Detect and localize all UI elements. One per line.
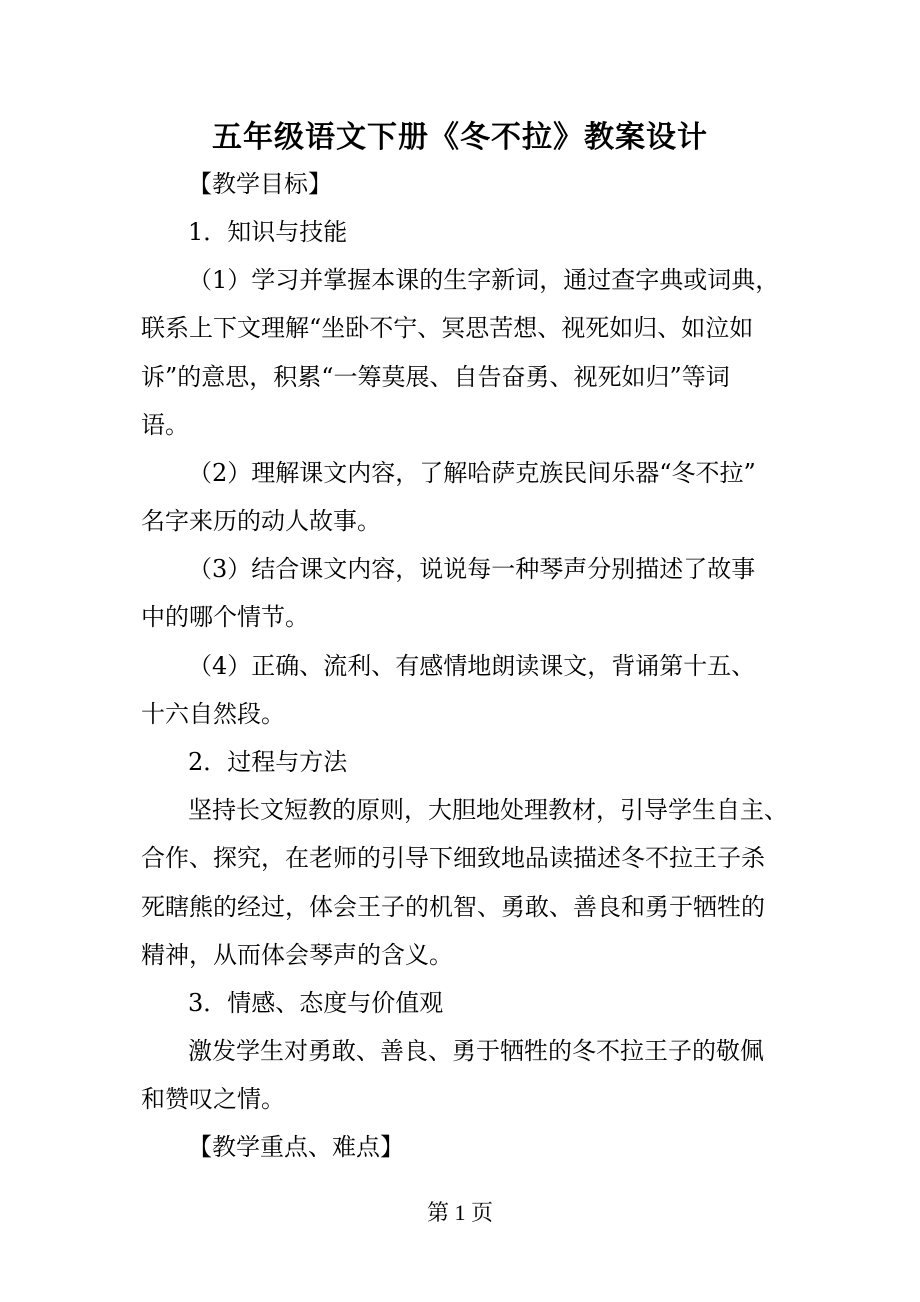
paragraph-line: （3）结合课文内容，说说每一种琴声分别描述了故事 bbox=[188, 555, 756, 583]
section-heading-key-points: 【教学重点、难点】 bbox=[188, 1133, 404, 1161]
paragraph-line: 激发学生对勇敢、善良、勇于牺牲的冬不拉王子的敬佩 bbox=[188, 1037, 764, 1065]
paragraph-line: 合作、探究，在老师的引导下细致地品读描述冬不拉王子杀 bbox=[141, 844, 765, 872]
paragraph-line: 坚持长文短教的原则，大胆地处理教材，引导学生自主、 bbox=[188, 796, 788, 824]
document-title: 五年级语文下册《冬不拉》教案设计 bbox=[212, 120, 708, 155]
paragraph-line: （2）理解课文内容，了解哈萨克族民间乐器“冬不拉” bbox=[188, 459, 756, 487]
section-heading-objectives: 【教学目标】 bbox=[188, 170, 332, 198]
subheading-knowledge-skills: 1．知识与技能 bbox=[188, 218, 348, 246]
paragraph-line: （4）正确、流利、有感情地朗读课文，背诵第十五、 bbox=[188, 652, 756, 680]
paragraph-line: 中的哪个情节。 bbox=[141, 603, 309, 631]
subheading-process-methods: 2．过程与方法 bbox=[188, 748, 348, 776]
paragraph-line: （1）学习并掌握本课的生字新词，通过查字典或词典， bbox=[188, 266, 780, 294]
paragraph-line: 和赞叹之情。 bbox=[141, 1085, 285, 1113]
paragraph-line: 联系上下文理解“坐卧不宁、冥思苦想、视死如归、如泣如 bbox=[141, 314, 754, 342]
subheading-emotion-values: 3．情感、态度与价值观 bbox=[188, 989, 444, 1017]
paragraph-line: 名字来历的动人故事。 bbox=[141, 507, 381, 535]
paragraph-line: 诉”的意思，积累“一筹莫展、自告奋勇、视死如归”等词 bbox=[141, 363, 730, 391]
paragraph-line: 死瞎熊的经过，体会王子的机智、勇敢、善良和勇于牺牲的 bbox=[141, 893, 765, 921]
page-number: 第 1 页 bbox=[426, 1200, 493, 1225]
paragraph-line: 精神，从而体会琴声的含义。 bbox=[141, 941, 453, 969]
paragraph-line: 十六自然段。 bbox=[141, 700, 285, 728]
paragraph-line: 语。 bbox=[141, 411, 189, 439]
